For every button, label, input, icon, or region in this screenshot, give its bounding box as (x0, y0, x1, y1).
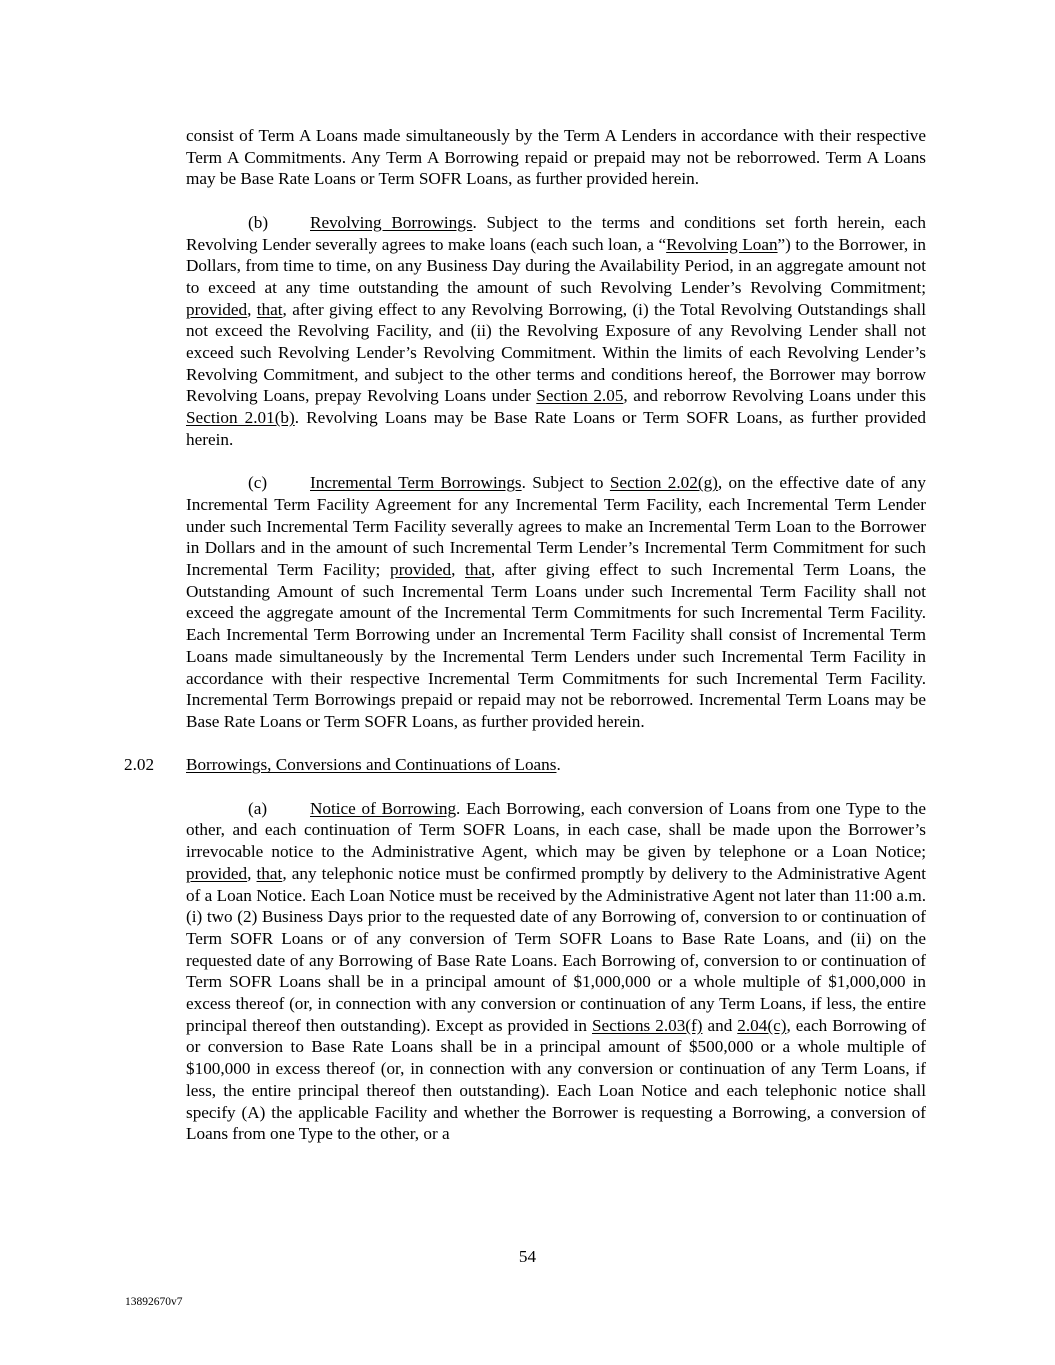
section-reference: Section 2.05 (536, 386, 624, 406)
section-title: Borrowings, Conversions and Continuations of Loans (186, 755, 557, 775)
paragraph-heading: Incremental Term Borrowings (310, 473, 522, 493)
paragraph-a-notice-of-borrowing: (a) Notice of Borrowing. Each Borrowing, each conversion of Loans from one Type to the other, and each continuation of Term SOFR Loans, in each case, shall be made upon the Borrower’s irrevocable notice to the Administrative Agent, which may be given by telephone or a Loan Notice; provided, that, any telephonic notice must be confirmed promptly by delivery to the Administrative Agent of a Loan Notice. Each Loan Notice must be received by the Administrative Agent not later than 11:00 a.m. (i) two (2) Business Days prior to the requested date of any Borrowing of, conversion to or continuation of Term SOFR Loans or of any conversion of Term SOFR Loans to Base Rate Loans, and (ii) on the requested date of any Borrowing of Base Rate Loans. Each Borrowing of, conversion to or continuation of Term SOFR Loans shall be in a principal amount of $1,000,000 or a whole multiple of $1,000,000 in excess thereof (or, in connection with any conversion or continuation of any Term Loans, if less, the entire principal thereof then outstanding). Except as provided in Sections 2.03(f) and 2.04(c), each Borrowing of or conversion to Base Rate Loans shall be in a principal amount of $500,000 or a whole multiple of $100,000 in excess thereof (or, in connection with any conversion or continuation of any Term Loans, if less, the entire principal thereof then outstanding). Each Loan Notice and each telephonic notice shall specify (A) the applicable Facility and whether the Borrower is requesting a Borrowing, a conversion of Loans from one Type to the other, or a (186, 798, 926, 1144)
proviso-word: provided (389, 560, 452, 580)
section-heading-2-02: 2.02 Borrowings, Conversions and Continuations of Loans. (124, 755, 561, 775)
paragraph-heading: Notice of Borrowing (310, 798, 457, 818)
paragraph-c-incremental-term-borrowings: (c) Incremental Term Borrowings. Subject to Section 2.02(g), on the effective date of any Incremental Term Facility Agreement for any Incremental Term Facility, each Incremental Term Lender under such Incremental Term Facility severally agrees to make an Incremental Term Loan to the Borrower in Dollars and in the amount of such Incremental Term Lender’s Incremental Term Commitment for such Incremental Term Facility; provided, that, after giving effect to such Incremental Term Loans, the Outstanding Amount of such Incremental Term Loans under such Incremental Term Facility shall not exceed the aggregate amount of the Incremental Term Commitments for such Incremental Term Facility. Each Incremental Term Borrowing under an Incremental Term Facility shall consist of Incremental Term Loans made simultaneously by the Incremental Term Lenders under such Incremental Term Facility in accordance with their respective Incremental Term Commitments for such Incremental Term Facility. Incremental Term Borrowings prepaid or repaid may not be reborrowed. Incremental Term Loans may be Base Rate Loans or Term SOFR Loans, as further provided herein. (186, 473, 926, 731)
paragraph-term-a-continuation (186, 125, 926, 190)
proviso-word: provided (186, 863, 248, 883)
section-reference: Section 2.01(b) (186, 408, 295, 428)
paragraph-b-revolving-borrowings: (b) Revolving Borrowings. Subject to the terms and conditions set forth herein, each Revolving Lender severally agrees to make loans (each such loan, a “Revolving Loan”) to the Borrower, in Dollars, from time to time, on any Business Day during the Availability Period, in an aggregate amount not to exceed at any time outstanding the amount of such Revolving Lender’s Revolving Commitment; provided, that, after giving effect to any Revolving Borrowing, (i) the Total Revolving Outstandings shall not exceed the Revolving Facility, and (ii) the Revolving Exposure of any Revolving Lender shall not exceed such Revolving Lender’s Revolving Commitment. Within the limits of each Revolving Lender’s Revolving Commitment, and subject to the other terms and conditions hereof, the Borrower may borrow Revolving Loans, prepay Revolving Loans under Section 2.05, and reborrow Revolving Loans under this Section 2.01(b). Revolving Loans may be Base Rate Loans or Term SOFR Loans, as further provided herein. (186, 212, 926, 449)
paragraph-heading: Revolving Borrowings (310, 212, 473, 232)
body-text (124, 125, 926, 1167)
section-number: 2.02 (124, 755, 155, 775)
section-reference: Section 2.02(g) (609, 473, 718, 493)
defined-term: Revolving Loan (666, 234, 778, 254)
section-reference: Sections 2.03(f) (592, 1015, 703, 1035)
proviso-word: that (256, 299, 283, 319)
page-number: 54 (518, 1247, 537, 1266)
proviso-word: that (465, 560, 491, 580)
document-id: 13892670v7 (125, 1296, 183, 1308)
proviso-word: provided (186, 299, 248, 319)
section-reference: 2.04(c) (737, 1015, 787, 1035)
paragraph-label: (a) (248, 798, 268, 818)
proviso-word: that (256, 863, 283, 883)
paragraph-text: consist of Term A Loans made simultaneously by the Term A Lenders in accordance with their respective Term A Commitments. Any Term A Borrowing repaid or prepaid may not be reborrowed. Term A Loans may be Base Rate Loans or Term SOFR Loans, as further provided herein. (186, 126, 926, 189)
paragraph-label: (c) (248, 473, 268, 493)
paragraph-label: (b) (248, 212, 269, 232)
